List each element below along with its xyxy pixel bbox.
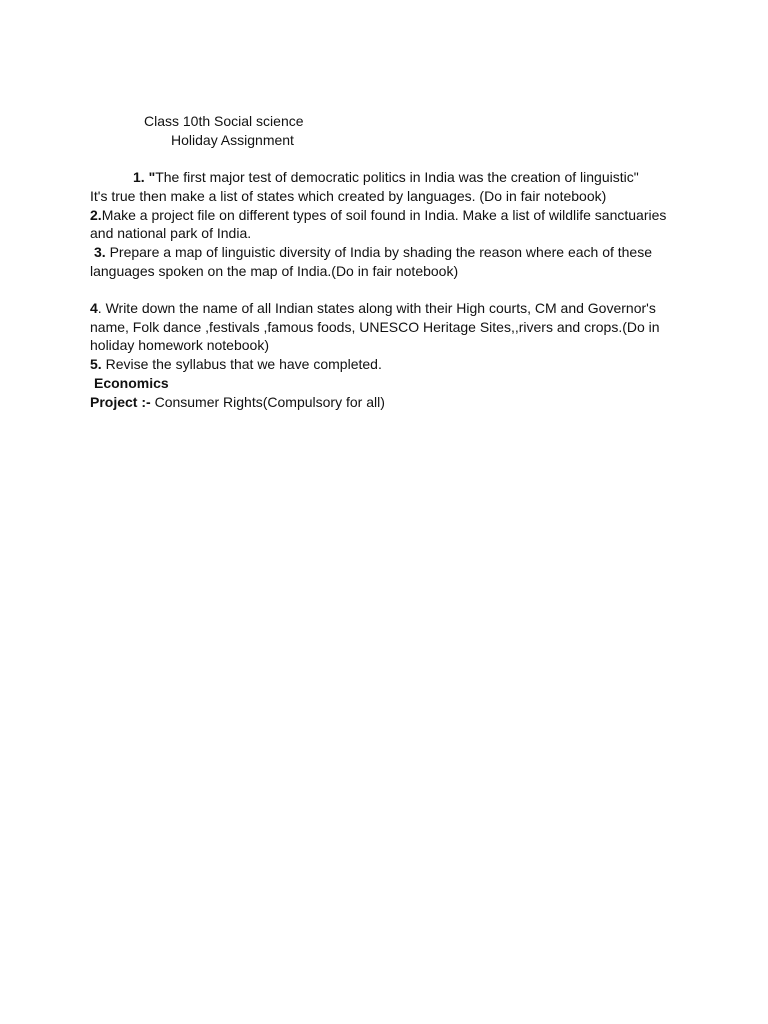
economics-heading: Economics (94, 375, 169, 391)
item-2-text-1: Make a project file on different types of soil found in India. Make a list of wildlife sanctuaries (101, 207, 667, 223)
economics-project-line (90, 393, 385, 411)
item-2-line-2: and national park of India. (90, 225, 252, 241)
document-subtitle: Holiday Assignment (171, 132, 294, 148)
item-2-line-1 (90, 206, 666, 224)
project-label: Project :- (90, 394, 151, 410)
item-2-number: 2. (90, 207, 102, 223)
item-1-text-1: The first major test of democratic politics in India was the creation of linguistic" (155, 169, 639, 185)
item-3-text-1: Prepare a map of linguistic diversity of India by shading the reason where each of these (105, 244, 653, 260)
item-5-number: 5. (90, 356, 102, 372)
item-4-number: 4 (90, 300, 98, 316)
item-4-line-2: name, Folk dance ,festivals ,famous foods, UNESCO Heritage Sites,,rivers and crops.(Do in (90, 319, 660, 335)
item-3-line-2: languages spoken on the map of India.(Do in fair notebook) (90, 263, 459, 279)
item-4-line-1 (90, 299, 656, 317)
document-title: Class 10th Social science (144, 113, 304, 129)
item-5-text-1: Revise the syllabus that we have completed. (101, 356, 382, 372)
item-3-number: 3. (94, 244, 106, 260)
item-1-line-1 (133, 168, 639, 186)
item-1-line-2: It's true then make a list of states which created by languages. (Do in fair notebook) (90, 188, 607, 204)
item-5-line-1 (90, 355, 382, 373)
item-4-line-3: holiday homework notebook) (90, 337, 269, 353)
item-4-text-1: . Write down the name of all Indian states along with their High courts, CM and Governor's (97, 300, 656, 316)
item-1-number: 1. " (133, 169, 156, 185)
item-3-line-1 (94, 243, 652, 261)
project-text: Consumer Rights(Compulsory for all) (150, 394, 385, 410)
